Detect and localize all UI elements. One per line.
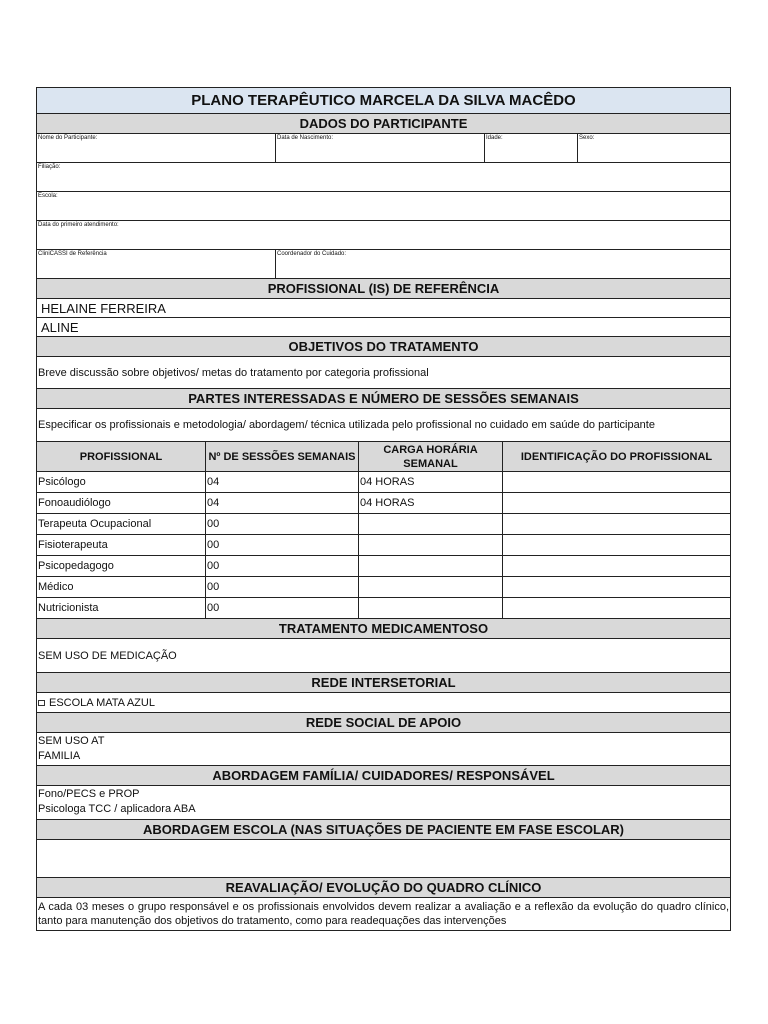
table-row (37, 535, 730, 556)
social-support-content (37, 733, 730, 765)
birth-date-field[interactable]: Data de Nascimento: (276, 134, 485, 162)
section-reference-professionals: PROFISSIONAL (IS) DE REFERÊNCIA (37, 279, 730, 299)
table-cell-professional: Médico (37, 577, 206, 597)
filiation-field[interactable]: Filiação: (38, 164, 61, 170)
section-intersectoral-network: REDE INTERSETORIAL (37, 673, 730, 693)
table-cell-workload (359, 556, 503, 576)
column-header-professional: PROFISSIONAL (37, 442, 206, 471)
table-cell-professional: Psicólogo (37, 472, 206, 492)
social-support-row (37, 733, 730, 766)
table-cell-identification[interactable] (503, 514, 730, 534)
table-cell-professional: Fisioterapeuta (37, 535, 206, 555)
therapeutic-plan-form (36, 87, 731, 931)
reassessment-row (37, 898, 730, 930)
table-cell-identification[interactable] (503, 577, 730, 597)
table-cell-workload (359, 577, 503, 597)
table-cell-sessions: 00 (206, 577, 359, 597)
table-cell-sessions: 00 (206, 556, 359, 576)
section-reassessment: REAVALIAÇÃO/ EVOLUÇÃO DO QUADRO CLÍNICO (37, 878, 730, 898)
table-cell-identification[interactable] (503, 598, 730, 618)
table-row (37, 514, 730, 535)
table-cell-identification[interactable] (503, 493, 730, 513)
table-cell-professional: Fonoaudiólogo (37, 493, 206, 513)
table-cell-identification[interactable] (503, 472, 730, 492)
page-title: PLANO TERAPÊUTICO MARCELA DA SILVA MACÊDO (37, 88, 730, 114)
section-participant-data: DADOS DO PARTICIPANTE (37, 114, 730, 134)
family-approach-content (37, 786, 730, 819)
table-cell-workload: 04 HORAS (359, 472, 503, 492)
reference-professional-row (37, 299, 730, 318)
table-cell-workload: 04 HORAS (359, 493, 503, 513)
intersectoral-item (37, 693, 730, 712)
table-row (37, 577, 730, 598)
family-approach-line: Fono/PECS e PROP (38, 788, 140, 800)
section-family-approach: ABORDAGEM FAMÍLIA/ CUIDADORES/ RESPONSÁVEL (37, 766, 730, 786)
family-approach-line: Psicologa TCC / aplicadora ABA (38, 803, 196, 815)
table-cell-workload (359, 598, 503, 618)
age-field[interactable]: Idade: (485, 134, 578, 162)
care-coordinator-field[interactable]: Coordenador do Cuidado: (277, 251, 347, 257)
table-row (37, 598, 730, 619)
table-cell-workload (359, 535, 503, 555)
reference-professional-name: ALINE (41, 319, 79, 335)
stakeholders-text: Especificar os profissionais e metodologia/ abordagem/ técnica utilizada pelo profissional no cuidado em saúde do participante (38, 419, 655, 431)
table-cell-professional: Terapeuta Ocupacional (37, 514, 206, 534)
participant-row-3 (37, 192, 730, 221)
table-cell-sessions: 04 (206, 472, 359, 492)
table-row (37, 493, 730, 514)
family-approach-row (37, 786, 730, 820)
column-header-workload: CARGA HORÁRIA SEMANAL (359, 442, 503, 471)
participant-name-field[interactable]: Nome do Participante: (37, 134, 276, 162)
participant-row-5 (37, 250, 730, 279)
treatment-goals-row (37, 357, 730, 389)
table-cell-sessions: 04 (206, 493, 359, 513)
social-support-line: SEM USO AT (38, 735, 105, 747)
table-row (37, 556, 730, 577)
social-support-line: FAMILIA (38, 750, 81, 762)
first-appointment-field[interactable]: Data do primeiro atendimento: (38, 222, 119, 228)
table-cell-sessions: 00 (206, 514, 359, 534)
section-stakeholders: PARTES INTERESSADAS E NÚMERO DE SESSÕES SEMANAIS (37, 389, 730, 409)
medication-text: SEM USO DE MEDICAÇÃO (38, 649, 177, 662)
reassessment-text: A cada 03 meses o grupo responsável e os profissionais envolvidos devem realizar a avaliação e a reflexão da evolução do quadro clínico, tanto para manutenção dos objetivos do tratamento, como para readequações das intervenções (38, 901, 729, 927)
reference-professional-name: HELAINE FERREIRA (41, 300, 166, 316)
treatment-goals-text: Breve discussão sobre objetivos/ metas do tratamento por categoria profissional (38, 366, 429, 379)
table-cell-identification[interactable] (503, 556, 730, 576)
intersectoral-row (37, 693, 730, 713)
table-cell-workload (359, 514, 503, 534)
section-treatment-goals: OBJETIVOS DO TRATAMENTO (37, 337, 730, 357)
table-row (37, 472, 730, 493)
stakeholders-row (37, 409, 730, 442)
school-approach-row (37, 840, 730, 878)
participant-row-2 (37, 163, 730, 192)
reference-professional-row (37, 318, 730, 337)
section-social-support: REDE SOCIAL DE APOIO (37, 713, 730, 733)
section-school-approach: ABORDAGEM ESCOLA (NAS SITUAÇÕES DE PACIENTE EM FASE ESCOLAR) (37, 820, 730, 840)
school-approach-field[interactable] (37, 840, 730, 877)
checkbox-icon (38, 700, 45, 706)
table-cell-identification[interactable] (503, 535, 730, 555)
table-cell-professional: Psicopedagogo (37, 556, 206, 576)
table-cell-professional: Nutricionista (37, 598, 206, 618)
clinicassi-field[interactable]: CliniCASSI de Referência (37, 250, 276, 278)
column-header-sessions: Nº DE SESSÕES SEMANAIS (206, 442, 359, 471)
medication-row (37, 639, 730, 673)
column-header-identification: IDENTIFICAÇÃO DO PROFISSIONAL (503, 442, 730, 471)
intersectoral-text: ESCOLA MATA AZUL (49, 696, 155, 709)
participant-row-1 (37, 134, 730, 163)
section-medication: TRATAMENTO MEDICAMENTOSO (37, 619, 730, 639)
sessions-table-header (37, 442, 730, 472)
sex-field[interactable]: Sexo: (579, 135, 595, 141)
school-field[interactable]: Escola: (38, 193, 58, 199)
table-cell-sessions: 00 (206, 598, 359, 618)
table-cell-sessions: 00 (206, 535, 359, 555)
participant-row-4 (37, 221, 730, 250)
